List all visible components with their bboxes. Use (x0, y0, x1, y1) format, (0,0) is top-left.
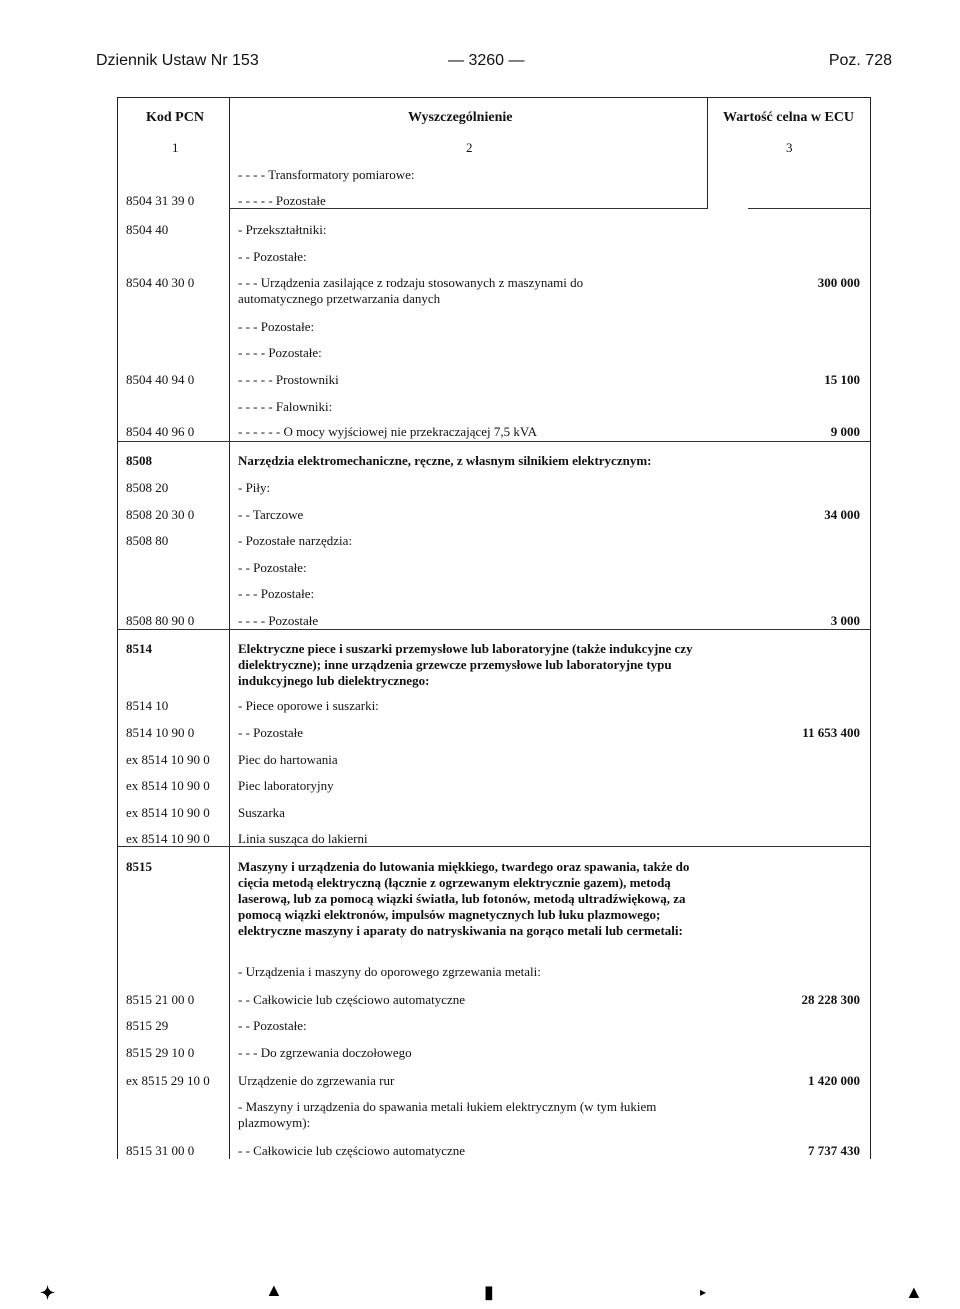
column-number-3: 3 (786, 140, 793, 155)
page-header (96, 52, 892, 76)
item-description: - Piece oporowe i suszarki: (238, 698, 379, 713)
pcn-code: 8508 20 (126, 480, 169, 495)
pcn-code: 8514 (126, 641, 152, 656)
item-description: - - - Urządzenia zasilające z rodzaju stosowanych z maszynami do automatycznego przetwarzania danych (238, 275, 584, 306)
pcn-code: 8508 80 90 0 (126, 613, 195, 628)
item-description: - - - Pozostałe: (238, 586, 315, 601)
pcn-code: 8515 31 00 0 (126, 1143, 195, 1158)
item-description: - - - - Pozostałe: (238, 345, 322, 360)
scan-artifact-mark: ▮ (484, 1282, 494, 1302)
position-number: Poz. 728 (828, 52, 892, 69)
customs-value: 11 653 400 (802, 725, 860, 740)
pcn-code: 8515 (126, 859, 152, 874)
item-description: - - Pozostałe: (238, 560, 307, 575)
pcn-code: 8504 40 (126, 222, 169, 237)
pcn-code: 8514 10 (126, 698, 169, 713)
item-description: Maszyny i urządzenia do lutowania miękkiego, twardego oraz spawania, także do cięcia metodą elektryczną (łącznie z ogrzewanym elektrycznie gazem), metodą laserową, lub za pomocą wiązki światła, lub fotonów, metodą ultradźwiękową, za pomocą wiązki elektronów, impulsów magnetycznych lub łuku plazmowego; elektryczne maszyny i aparaty do natryskiwania na gorąco metali lub cermetali: (238, 859, 690, 938)
item-description: - - - - - - O mocy wyjściowej nie przekraczającej 7,5 kVA (238, 424, 537, 439)
row-separator (118, 629, 870, 630)
item-description: - - Całkowicie lub częściowo automatyczne (238, 992, 466, 1007)
pcn-code: 8508 80 (126, 533, 169, 548)
tariff-table (117, 97, 871, 1159)
item-description: Piec do hartowania (238, 752, 338, 767)
pcn-code: 8504 31 39 0 (126, 193, 195, 208)
item-description: - Maszyny i urządzenia do spawania metali łukiem elektrycznym (w tym łukiem plazmowym): (238, 1099, 657, 1130)
scan-artifact-mark: ✦ (40, 1283, 56, 1303)
scan-artifact-mark: ▸ (700, 1285, 707, 1299)
item-description: Piec laboratoryjny (238, 778, 334, 793)
column-header-code: Kod PCN (146, 110, 204, 125)
column-number-1: 1 (172, 140, 179, 155)
column-header-description: Wyszczególnienie (408, 110, 513, 125)
pcn-code: ex 8514 10 90 0 (126, 831, 210, 846)
item-description: - Urządzenia i maszyny do oporowego zgrzewania metali: (238, 964, 541, 979)
item-description: - Przekształtniki: (238, 222, 327, 237)
item-description: - - Tarczowe (238, 507, 304, 522)
row-separator (118, 441, 870, 442)
customs-value: 300 000 (817, 275, 860, 290)
pcn-code: ex 8514 10 90 0 (126, 752, 210, 767)
column-divider (707, 98, 708, 208)
scan-artifact-mark: ▲ (905, 1282, 923, 1302)
column-header-value: Wartość celna w ECU (723, 110, 855, 125)
scan-artifact-mark: ▲ (265, 1280, 283, 1300)
customs-value: 3 000 (830, 613, 860, 628)
pcn-code: 8515 21 00 0 (126, 992, 195, 1007)
pcn-code: 8504 40 96 0 (126, 424, 195, 439)
pcn-code: 8504 40 94 0 (126, 372, 195, 387)
pcn-code: 8514 10 90 0 (126, 725, 195, 740)
item-description: - - Całkowicie lub częściowo automatyczne (238, 1143, 466, 1158)
page-number: — 3260 — (448, 52, 525, 69)
pcn-code: 8515 29 (126, 1018, 169, 1033)
item-description: Urządzenie do zgrzewania rur (238, 1073, 395, 1088)
item-description: - - - - Transformatory pomiarowe: (238, 167, 415, 182)
item-description: Elektryczne piece i suszarki przemysłowe lub laboratoryjne (także indukcyjne czy dielektryczne); inne urządzenia grzewcze przemysłowe lub laboratoryjne typu indukcyjnego lub dielektrycznego: (238, 641, 693, 688)
customs-value: 9 000 (830, 424, 860, 439)
column-number-2: 2 (466, 140, 473, 155)
customs-value: 34 000 (824, 507, 860, 522)
item-description: Suszarka (238, 805, 285, 820)
item-description: - - Pozostałe: (238, 1018, 307, 1033)
customs-value: 7 737 430 (808, 1143, 860, 1158)
customs-value: 15 100 (824, 372, 860, 387)
item-description: - Pozostałe narzędzia: (238, 533, 353, 548)
item-description: - - - - - Falowniki: (238, 399, 333, 414)
pcn-code: ex 8514 10 90 0 (126, 805, 210, 820)
row-separator (748, 208, 870, 209)
item-description: - - Pozostałe (238, 725, 303, 740)
item-description: - - - Do zgrzewania doczołowego (238, 1045, 412, 1060)
pcn-code: 8515 29 10 0 (126, 1045, 195, 1060)
customs-value: 1 420 000 (808, 1073, 860, 1088)
item-description: - - - - - Pozostałe (238, 193, 326, 208)
pcn-code: 8508 (126, 453, 152, 468)
pcn-code: ex 8514 10 90 0 (126, 778, 210, 793)
journal-title: Dziennik Ustaw Nr 153 (96, 52, 259, 69)
item-description: - - Pozostałe: (238, 249, 307, 264)
pcn-code: 8508 20 30 0 (126, 507, 195, 522)
item-description: - - - Pozostałe: (238, 319, 315, 334)
item-description: Narzędzia elektromechaniczne, ręczne, z własnym silnikiem elektrycznym: (238, 453, 652, 468)
item-description: Linia susząca do lakierni (238, 831, 368, 846)
customs-value: 28 228 300 (801, 992, 860, 1007)
item-description: - - - - Pozostałe (238, 613, 319, 628)
pcn-code: 8504 40 30 0 (126, 275, 195, 290)
item-description: - - - - - Prostowniki (238, 372, 339, 387)
item-description: - Piły: (238, 480, 271, 495)
pcn-code: ex 8515 29 10 0 (126, 1073, 210, 1088)
